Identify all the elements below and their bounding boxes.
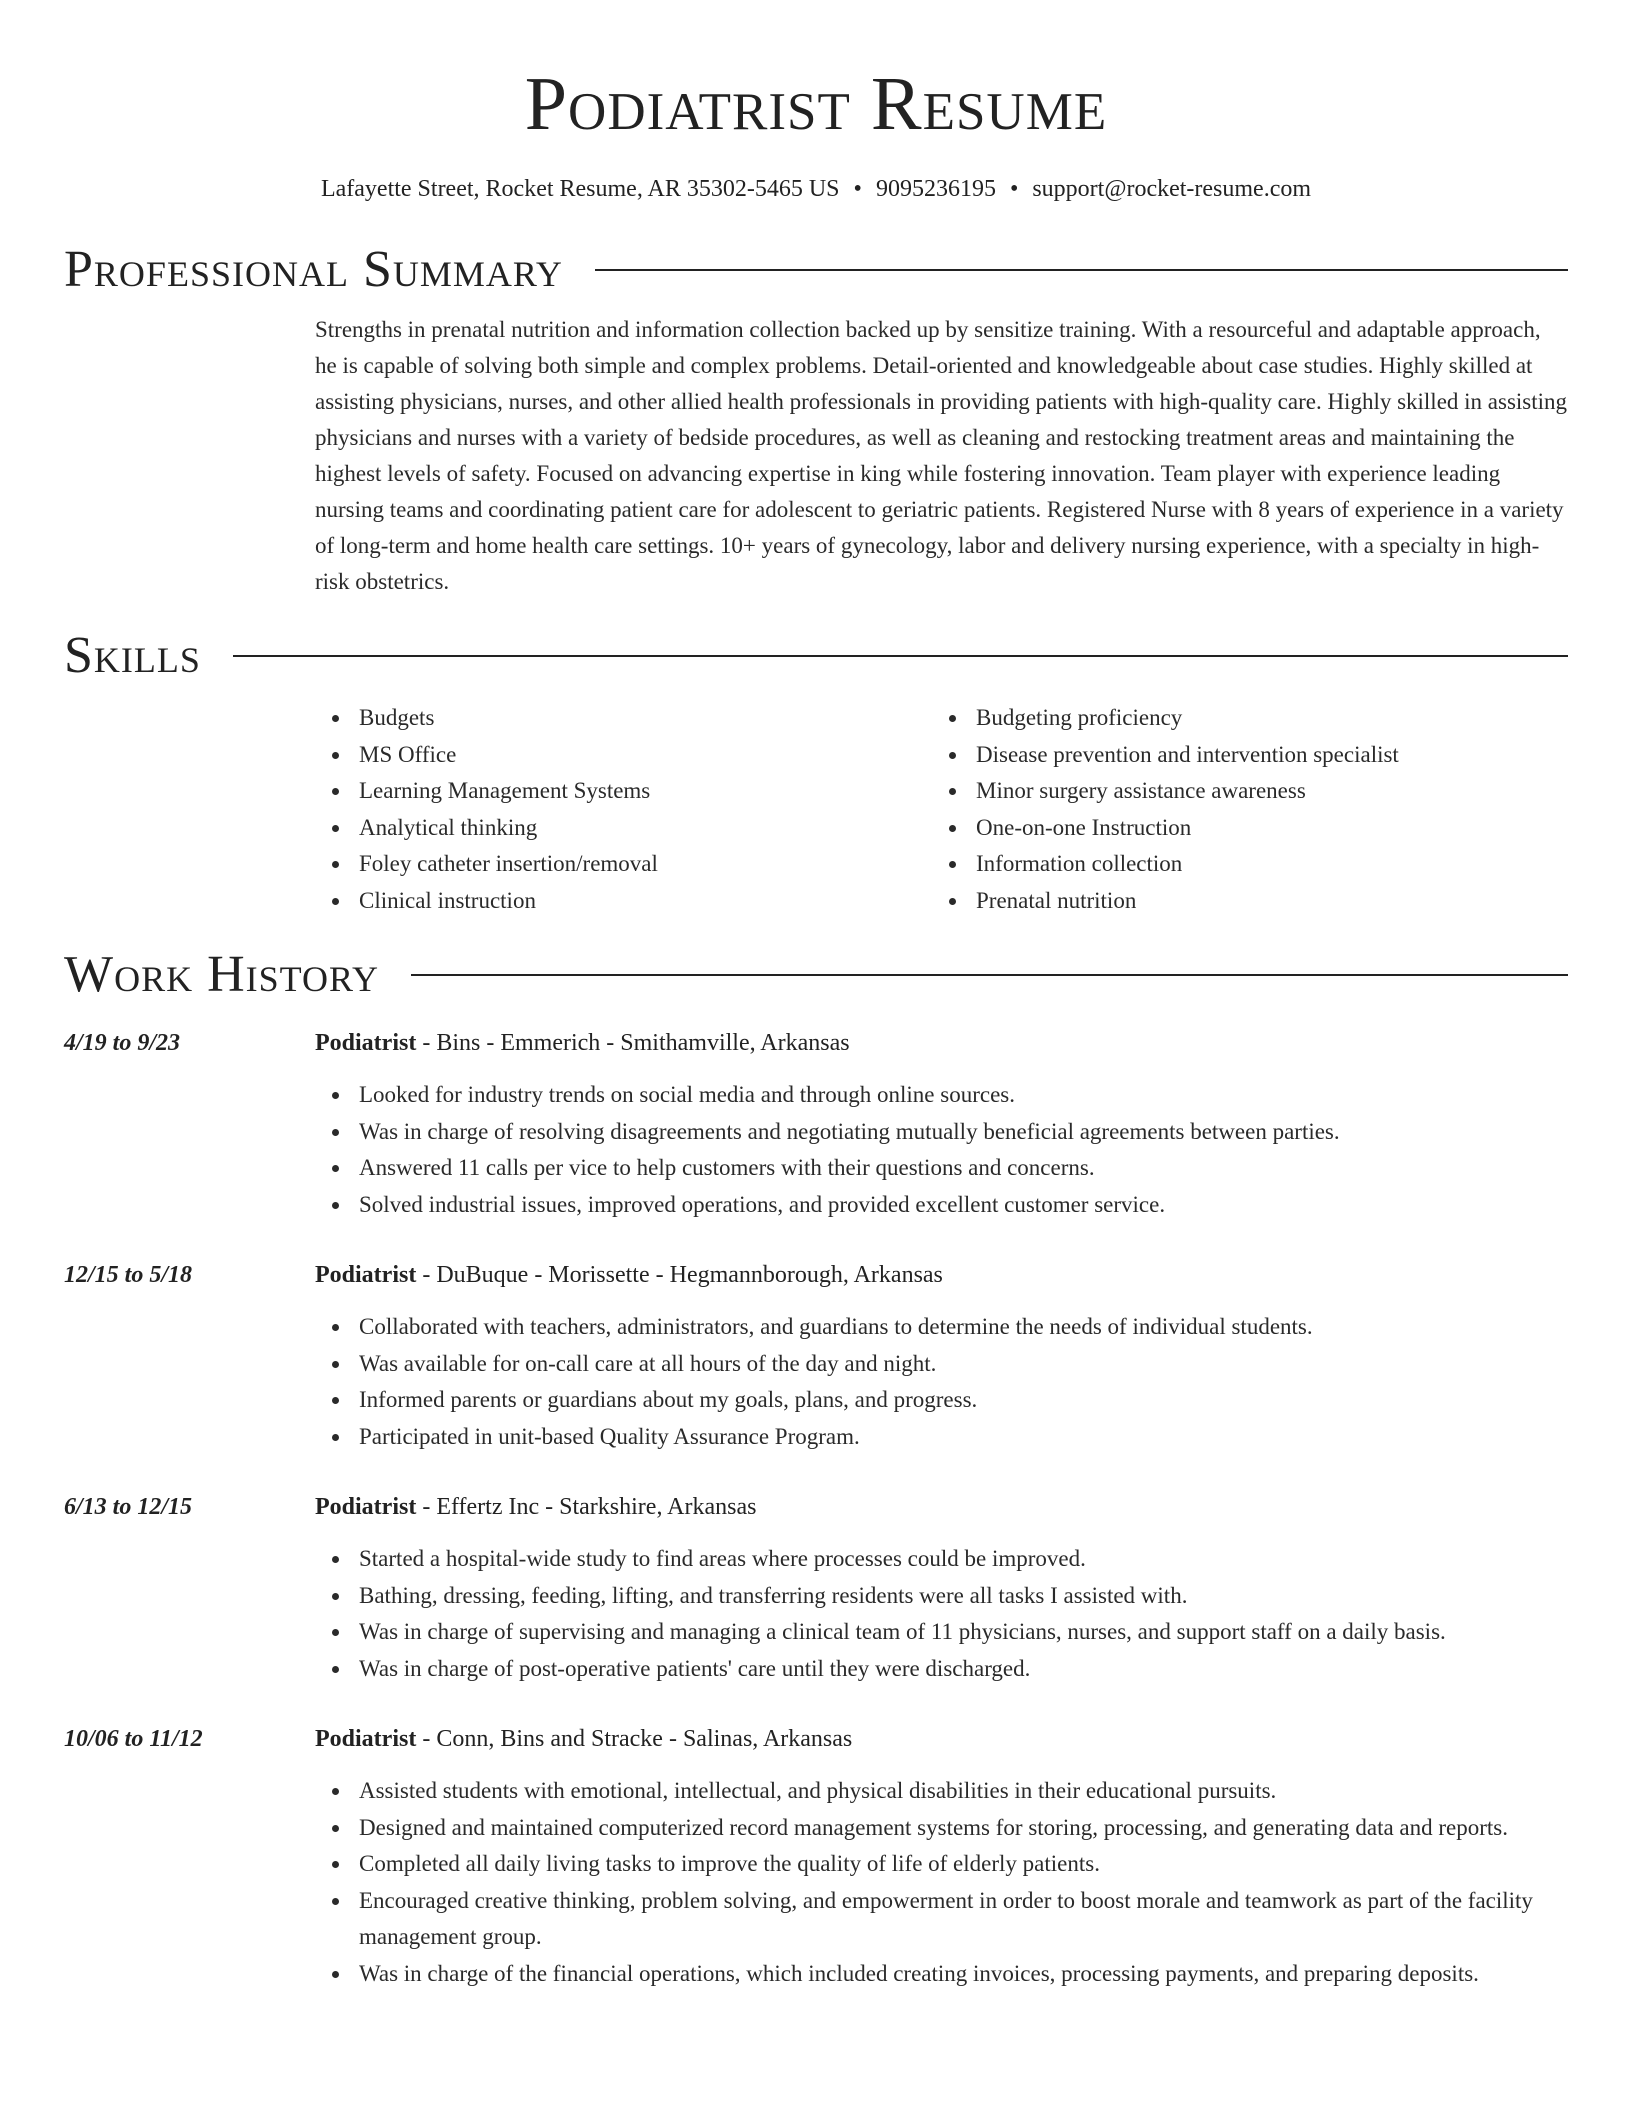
job-employer: - DuBuque - Morissette - Hegmannborough, Arkansas [416, 1262, 943, 1288]
skills-list-left [315, 700, 932, 919]
job-duty: Looked for industry trends on social media and through online sources. [315, 1077, 1568, 1114]
professional-summary-section [64, 240, 1568, 600]
work-history-section [64, 945, 1568, 1992]
job-dates: 10/06 to 11/12 [64, 1726, 203, 1752]
job-duty: Assisted students with emotional, intellectual, and physical disabilities in their educational pursuits. [315, 1773, 1568, 1810]
contact-separator: • [853, 176, 862, 202]
job-role: Podiatrist [315, 1726, 417, 1752]
skill-item: One-on-one Instruction [932, 810, 1549, 847]
job-duty: Bathing, dressing, feeding, lifting, and transferring residents were all tasks I assisted with. [315, 1578, 1568, 1615]
job-duties-list [315, 1541, 1568, 1687]
job-title-line [315, 1257, 1568, 1293]
job-dates: 6/13 to 12/15 [64, 1494, 193, 1520]
section-title-work-history: Work History [64, 946, 380, 1003]
skill-item: Budgeting proficiency [932, 700, 1549, 737]
section-heading [64, 945, 1568, 1005]
job-details [315, 1025, 1568, 1223]
skills-columns [315, 700, 1568, 919]
job-duty: Was in charge of post-operative patients' care until they were discharged. [315, 1651, 1568, 1688]
contact-line [64, 174, 1568, 204]
job-duty: Designed and maintained computerized record management systems for storing, processing, and generating data and reports. [315, 1810, 1568, 1847]
job-duty: Was in charge of supervising and managing a clinical team of 11 physicians, nurses, and support staff on a daily basis. [315, 1614, 1568, 1651]
section-title-skills: Skills [64, 627, 201, 684]
job-details [315, 1257, 1568, 1455]
job-entry [64, 1025, 1568, 1223]
skill-item: Prenatal nutrition [932, 883, 1549, 920]
skill-item: Minor surgery assistance awareness [932, 773, 1549, 810]
job-role: Podiatrist [315, 1030, 417, 1056]
job-duty: Was available for on-call care at all hours of the day and night. [315, 1346, 1568, 1383]
skill-item: MS Office [315, 737, 932, 774]
job-title-line [315, 1025, 1568, 1061]
section-divider [233, 655, 1568, 657]
job-dates: 4/19 to 9/23 [64, 1030, 181, 1056]
skills-list-right [932, 700, 1549, 919]
section-divider [411, 974, 1568, 976]
job-duty: Answered 11 calls per vice to help customers with their questions and concerns. [315, 1150, 1568, 1187]
skill-item: Information collection [932, 846, 1549, 883]
job-employer: - Conn, Bins and Stracke - Salinas, Arkansas [416, 1726, 853, 1752]
job-duties-list [315, 1309, 1568, 1455]
job-details [315, 1489, 1568, 1687]
section-heading [64, 626, 1568, 686]
skill-item: Clinical instruction [315, 883, 932, 920]
section-heading [64, 240, 1568, 300]
job-details [315, 1721, 1568, 1992]
skill-item: Disease prevention and intervention specialist [932, 737, 1549, 774]
job-duty: Completed all daily living tasks to improve the quality of life of elderly patients. [315, 1846, 1568, 1883]
resume-name: Podiatrist Resume [524, 62, 1108, 146]
section-divider [595, 269, 1568, 271]
contact-email: support@rocket-resume.com [1032, 176, 1312, 202]
job-employer: - Effertz Inc - Starkshire, Arkansas [416, 1494, 757, 1520]
contact-phone: 9095236195 [875, 176, 996, 202]
skill-item: Analytical thinking [315, 810, 932, 847]
job-duty: Participated in unit-based Quality Assurance Program. [315, 1419, 1568, 1456]
job-entry [64, 1257, 1568, 1455]
job-duty: Was in charge of the financial operations, which included creating invoices, processing payments, and preparing deposits. [315, 1956, 1568, 1993]
job-employer: - Bins - Emmerich - Smithamville, Arkansas [416, 1030, 850, 1056]
job-entry [64, 1721, 1568, 1992]
skill-item: Learning Management Systems [315, 773, 932, 810]
job-role: Podiatrist [315, 1262, 417, 1288]
job-title-line [315, 1721, 1568, 1757]
summary-paragraph: Strengths in prenatal nutrition and information collection backed up by sensitize training. With a resourceful and adaptable approach, he is capable of solving both simple and complex problems. Detail-oriented and knowledgeable about case studies. Highly skilled at assisting physicians, nurses, and other allied health professionals in providing patients with high-quality care. Highly skilled in assisting physicians and nurses with a variety of bedside procedures, as well as cleaning and restocking treatment areas and maintaining the highest levels of safety. Focused on advancing expertise in king while fostering innovation. Team player with experience leading nursing teams and coordinating patient care for adolescent to geriatric patients. Registered Nurse with 8 years of experience in a variety of long-term and home health care settings. 10+ years of gynecology, labor and delivery nursing experience, with a specialty in high-risk obstetrics. [315, 317, 1568, 594]
job-duty: Encouraged creative thinking, problem solving, and empowerment in order to boost morale and teamwork as part of the facility management group. [315, 1883, 1568, 1956]
job-entry [64, 1489, 1568, 1687]
resume-header [64, 0, 1568, 204]
job-duty: Solved industrial issues, improved operations, and provided excellent customer service. [315, 1187, 1568, 1224]
job-dates: 12/15 to 5/18 [64, 1262, 193, 1288]
job-title-line [315, 1489, 1568, 1525]
job-role: Podiatrist [315, 1494, 417, 1520]
section-title-summary: Professional Summary [64, 241, 563, 298]
job-duty: Collaborated with teachers, administrators, and guardians to determine the needs of individual students. [315, 1309, 1568, 1346]
skill-item: Foley catheter insertion/removal [315, 846, 932, 883]
contact-separator: • [1009, 176, 1019, 202]
skills-section [64, 626, 1568, 919]
contact-address: Lafayette Street, Rocket Resume, AR 35302-5465 US [320, 176, 840, 202]
skill-item: Budgets [315, 700, 932, 737]
job-duty: Informed parents or guardians about my goals, plans, and progress. [315, 1382, 1568, 1419]
job-duties-list [315, 1077, 1568, 1223]
job-duties-list [315, 1773, 1568, 1992]
job-duty: Was in charge of resolving disagreements and negotiating mutually beneficial agreements between parties. [315, 1114, 1568, 1151]
job-duty: Started a hospital-wide study to find areas where processes could be improved. [315, 1541, 1568, 1578]
